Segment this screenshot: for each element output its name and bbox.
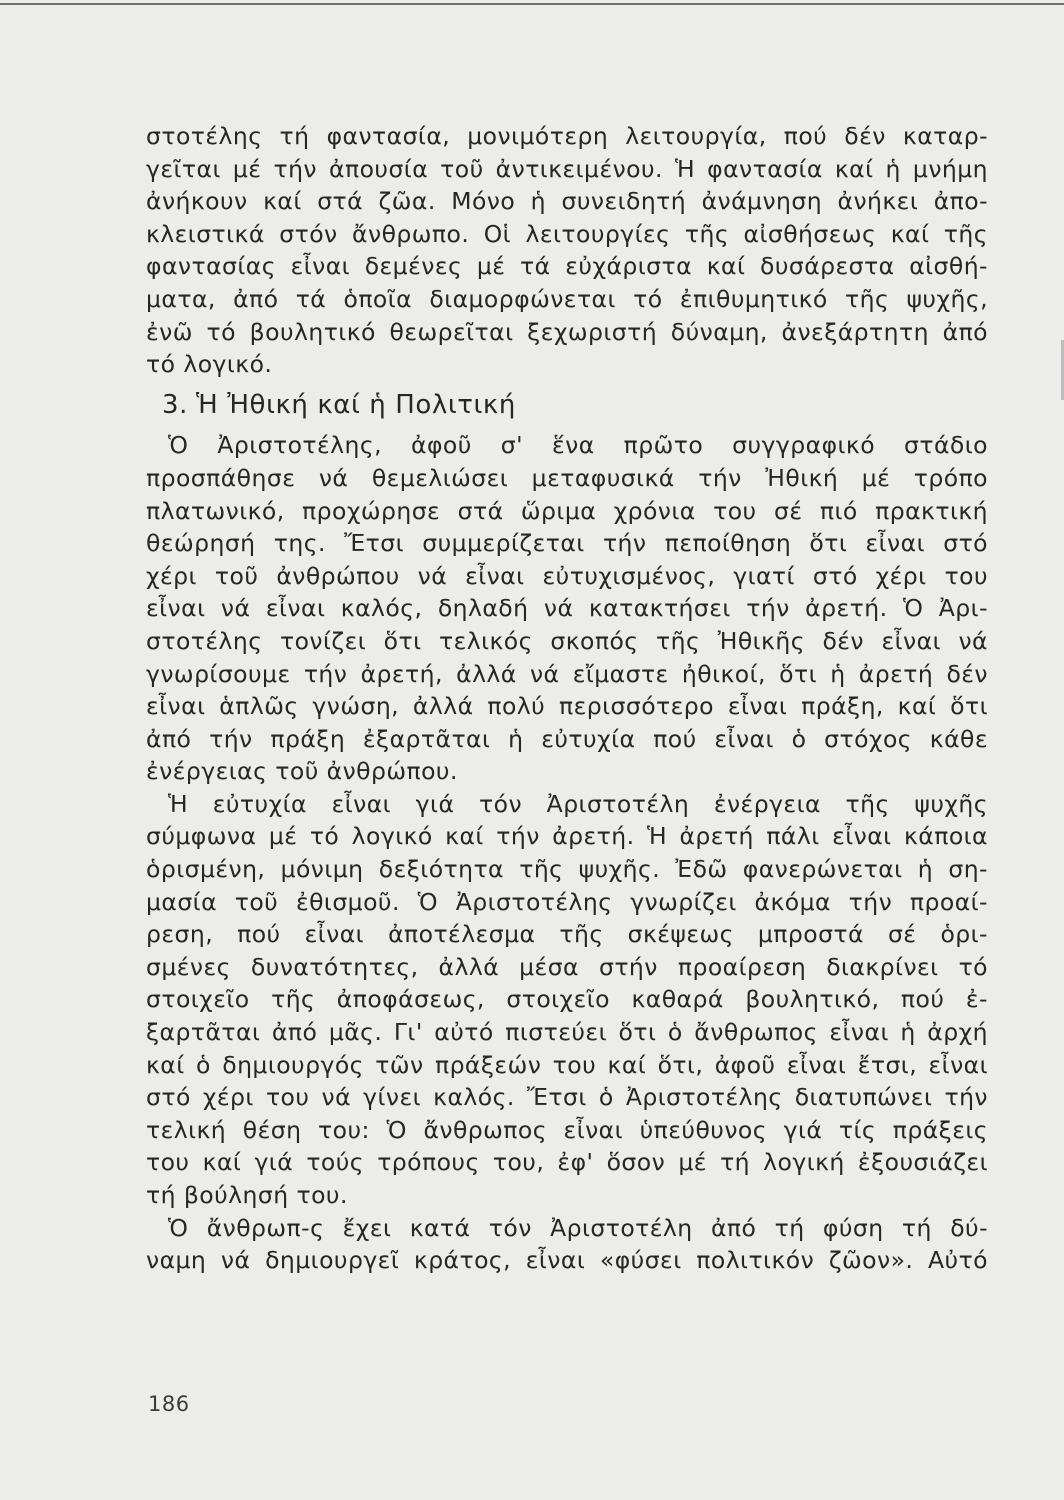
text-line: ναμη νά δημιουργεῖ κράτος, εἶναι «φύσει πολιτικόν ζῶον». Αὐτό — [146, 1246, 988, 1275]
text-line: σμένες δυνατότητες, ἀλλά μέσα στήν προαίρεση διακρίνει τό — [146, 952, 988, 981]
text-line: θεώρησή της. Ἔτσι συμμερίζεται τήν πεποίθηση ὅτι εἶναι στό — [146, 529, 988, 558]
text-line: τό λογικό. — [146, 350, 273, 379]
text-line: γεῖται μέ τήν ἀπουσία τοῦ ἀντικειμένου. Ἡ φαντασία καί ἡ μνήμη — [146, 154, 988, 183]
text-line: ματα, ἀπό τά ὁποῖα διαμορφώνεται τό ἐπιθυμητικό τῆς ψυχῆς, — [146, 284, 988, 313]
text-line: ὁρισμένη, μόνιμη δεξιότητα τῆς ψυχῆς. Ἐδῶ φανερώνεται ἡ ση- — [146, 855, 988, 884]
section-title: Ἡ Ἠθική καί ἡ Πολιτική — [196, 389, 516, 420]
text-line: φαντασίας εἶναι δεμένες μέ τά εὐχάριστα καί δυσάρεστα αἰσθή- — [146, 252, 988, 281]
text-line: σύμφωνα μέ τό λογικό καί τήν ἀρετή. Ἡ ἀρετή πάλι εἶναι κάποια — [146, 822, 988, 851]
text-line: στοτέλης τή φαντασία, μονιμότερη λειτουργία, πού δέν καταρ- — [146, 122, 988, 150]
text-line: προσπάθησε νά θεμελιώσει μεταφυσικά τήν Ἠθική μέ τρόπο — [146, 463, 988, 492]
text-line: ξαρτᾶται ἀπό μᾶς. Γι' αὐτό πιστεύει ὅτι ὁ ἄνθρωπος εἶναι ἡ ἀρχή — [146, 1018, 988, 1047]
paragraph-2 — [146, 429, 988, 788]
text-line: ἀπό τήν πράξη ἐξαρτᾶται ἡ εὐτυχία πού εἶναι ὁ στόχος κάθε — [146, 724, 988, 753]
text-line: του καί γιά τούς τρόπους του, ἐφ' ὅσον μέ τή λογική ἐξουσιάζει — [146, 1148, 988, 1177]
text-line: γνωρίσουμε τήν ἀρετή, ἀλλά νά εἴμαστε ἠθικοί, ὅτι ἡ ἀρετή δέν — [146, 659, 988, 688]
text-line: ἐνέργειας τοῦ ἀνθρώπου. — [146, 757, 458, 786]
text-line: μασία τοῦ ἐθισμοῦ. Ὁ Ἀριστοτέλης γνωρίζει ἀκόμα τήν προαί- — [146, 887, 988, 916]
paragraph-3 — [146, 788, 988, 1212]
text-line: τή βούλησή του. — [146, 1181, 348, 1209]
text-line: στοιχεῖο τῆς ἀποφάσεως, στοιχεῖο καθαρά βουλητικό, πού ἐ- — [146, 985, 988, 1014]
body-text — [146, 120, 988, 1277]
paragraph-1 — [146, 120, 988, 381]
text-line: καί ὁ δημιουργός τῶν πράξεών του καί ὅτι, ἀφοῦ εἶναι ἔτσι, εἶναι — [146, 1050, 988, 1079]
text-line: ἀνήκουν καί στά ζῶα. Μόνο ἡ συνειδητή ἀνάμνηση ἀνήκει ἀπο- — [146, 187, 988, 216]
page-number: 186 — [148, 1392, 190, 1416]
text-line: ρεση, πού εἶναι ἀποτέλεσμα τῆς σκέψεως μπροστά σέ ὁρι- — [146, 920, 988, 949]
text-line: Ὁ Ἀριστοτέλης, ἀφοῦ σ' ἕνα πρῶτο συγγραφικό στάδιο — [168, 431, 988, 460]
text-line: Ἡ εὐτυχία εἶναι γιά τόν Ἀριστοτέλη ἐνέργεια τῆς ψυχῆς — [168, 789, 988, 818]
paragraph-4 — [146, 1212, 988, 1277]
text-line: Ὁ ἄνθρωπ-ς ἔχει κατά τόν Ἀριστοτέλη ἀπό τή φύση τή δύ- — [168, 1213, 988, 1242]
text-line: κλειστικά στόν ἄνθρωπο. Οἱ λειτουργίες τῆς αἰσθήσεως καί τῆς — [146, 219, 988, 248]
text-line: στό χέρι του νά γίνει καλός. Ἔτσι ὁ Ἀριστοτέλης διατυπώνει τήν — [146, 1083, 988, 1112]
text-line: στοτέλης τονίζει ὅτι τελικός σκοπός τῆς Ἠθικῆς δέν εἶναι νά — [146, 626, 988, 655]
section-number: 3. — [162, 389, 189, 420]
section-heading — [146, 389, 988, 422]
text-line: πλατωνικό, προχώρησε στά ὥριμα χρόνια του σέ πιό πρακτική — [146, 496, 988, 525]
text-line: εἶναι ἁπλῶς γνώση, ἀλλά πολύ περισσότερο εἶναι πράξη, καί ὅτι — [146, 692, 988, 721]
top-rule — [0, 3, 1064, 5]
text-line: εἶναι νά εἶναι καλός, δηλαδή νά κατακτήσει τήν ἀρετή. Ὁ Ἀρι- — [146, 594, 988, 623]
text-line: χέρι τοῦ ἀνθρώπου νά εἶναι εὐτυχισμένος, γιατί στό χέρι του — [146, 561, 988, 590]
text-line: τελική θέση του: Ὁ ἄνθρωπος εἶναι ὑπεύθυνος γιά τίς πράξεις — [146, 1115, 988, 1144]
text-line: ἐνῶ τό βουλητικό θεωρεῖται ξεχωριστή δύναμη, ἀνεξάρτητη ἀπό — [146, 317, 988, 346]
